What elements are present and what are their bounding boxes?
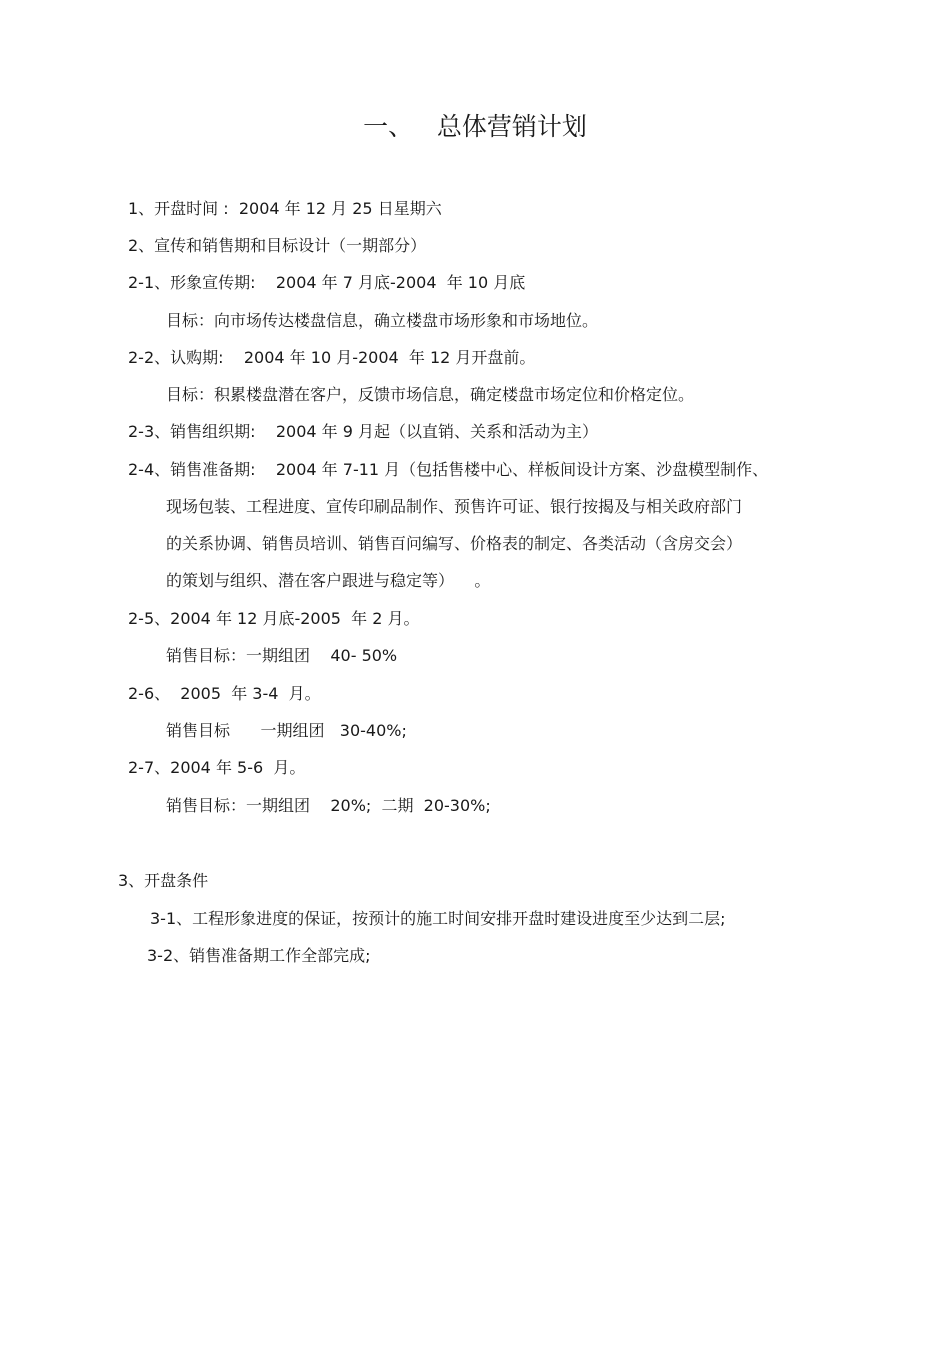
item-2-7-period: 2-7、2004 年 5-6 月。 xyxy=(128,758,306,777)
item-2-4-continued-1: 现场包装、工程进度、宣传印刷品制作、预售许可证、银行按揭及与相关政府部门 xyxy=(166,497,743,516)
item-2-2-goal: 目标：积累楼盘潜在客户，反馈市场信息，确定楼盘市场定位和价格定位。 xyxy=(166,385,695,404)
item-2-3-sales-organization: 2-3、销售组织期: 2004 年 9 月起（以直销、关系和活动为主） xyxy=(128,422,599,441)
item-2-7-sales-target: 销售目标：一期组团 20%; 二期 20-30%; xyxy=(166,796,491,815)
item-2-4-sales-preparation: 2-4、销售准备期: 2004 年 7-11 月（包括售楼中心、样板间设计方案、沙盘模型制作、 xyxy=(128,460,769,479)
item-3-2-preparation-complete: 3-2、销售准备期工作全部完成; xyxy=(147,946,371,965)
item-2-4-continued-2: 的关系协调、销售员培训、销售百问编写、价格表的制定、各类活动（含房交会） xyxy=(166,534,743,553)
item-2-2-subscription: 2-2、认购期: 2004 年 10 月-2004 年 12 月开盘前。 xyxy=(128,348,536,367)
item-2-6-sales-target: 销售目标 一期组团 30-40%; xyxy=(166,721,407,740)
item-1-opening-time: 1、开盘时间 : 2004 年 12 月 25 日星期六 xyxy=(128,199,442,218)
item-2-6-period: 2-6、 2005 年 3-4 月。 xyxy=(128,684,321,703)
item-2-1-goal: 目标：向市场传达楼盘信息，确立楼盘市场形象和市场地位。 xyxy=(166,311,599,330)
item-2-4-continued-3: 的策划与组织、潜在客户跟进与稳定等） 。 xyxy=(166,571,491,590)
item-2-5-sales-target: 销售目标：一期组团 40- 50% xyxy=(166,646,398,665)
item-2-5-period: 2-5、2004 年 12 月底-2005 年 2 月。 xyxy=(128,609,420,628)
item-3-1-construction-progress: 3-1、工程形象进度的保证，按预计的施工时间安排开盘时建设进度至少达到二层; xyxy=(150,909,726,928)
item-3-heading: 3、开盘条件 xyxy=(118,871,209,890)
item-2-1-image-promotion: 2-1、形象宣传期: 2004 年 7 月底-2004 年 10 月底 xyxy=(128,273,526,292)
page-title: 一、 总体营销计划 xyxy=(363,112,587,141)
item-2-heading: 2、宣传和销售期和目标设计（一期部分） xyxy=(128,236,427,255)
